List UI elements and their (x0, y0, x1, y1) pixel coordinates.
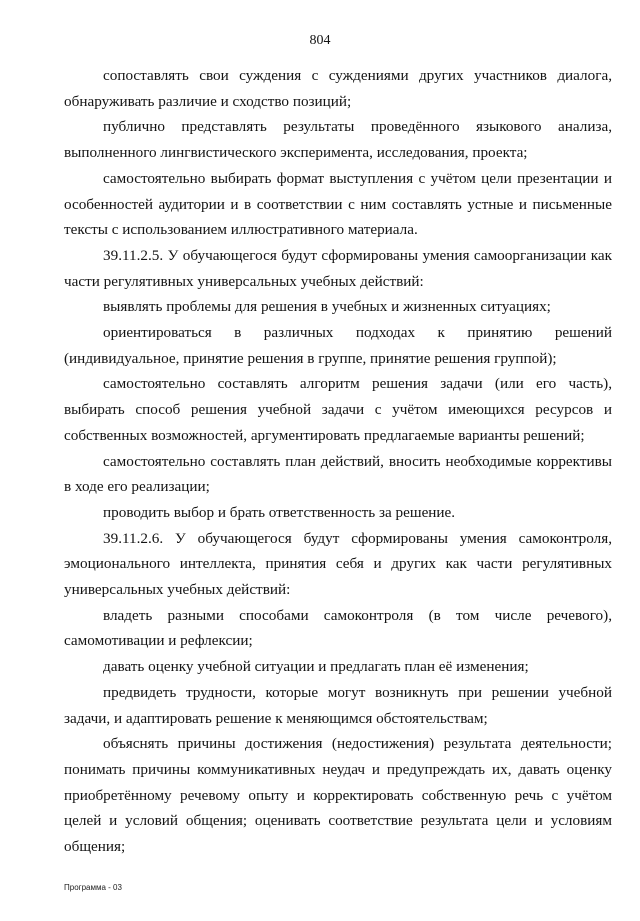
section-heading-paragraph: 39.11.2.5. У обучающегося будут сформированы умения самоорганизации как части регулятивных универсальных учебных действий: (64, 246, 612, 290)
section-heading-paragraph: 39.11.2.6. У обучающегося будут сформированы умения самоконтроля, эмоционального интеллекта, принятия себя и других как части регулятивных универсальных учебных действий: (64, 529, 612, 599)
paragraph: самостоятельно выбирать формат выступления с учётом цели презентации и особенностей аудитории и в соответствии с ним составлять устные и письменные тексты с использованием иллюстративного материала. (64, 169, 612, 239)
paragraph: сопоставлять свои суждения с суждениями других участников диалога, обнаруживать различие и сходство позиций; (64, 67, 612, 110)
document-body (64, 63, 612, 860)
page-number: 804 (309, 33, 331, 48)
paragraph: давать оценку учебной ситуации и предлагать план её изменения; (103, 658, 529, 676)
footer-label: Программа - 03 (64, 883, 122, 892)
paragraph: самостоятельно составлять план действий, вносить необходимые коррективы в ходе его реализации; (64, 452, 612, 496)
paragraph: объяснять причины достижения (недостижения) результата деятельности; понимать причины коммуникативных неудач и предупреждать их, давать оценку приобретённому речевому опыту и корректировать собственную речь с учётом целей и условий общения; оценивать соответствие результата цели и условиям общения; (64, 735, 612, 856)
paragraph: выявлять проблемы для решения в учебных и жизненных ситуациях; (103, 298, 551, 316)
paragraph: самостоятельно составлять алгоритм решения задачи (или его часть), выбирать способ решения учебной задачи с учётом имеющихся ресурсов и собственных возможностей, аргументировать предлагаемые варианты решений; (64, 375, 612, 444)
paragraph: публично представлять результаты проведённого языкового анализа, выполненного лингвистического эксперимента, исследования, проекта; (64, 118, 612, 162)
paragraph: проводить выбор и брать ответственность за решение. (103, 503, 456, 521)
paragraph: владеть разными способами самоконтроля (в том числе речевого), самомотивации и рефлексии; (64, 606, 612, 650)
paragraph: предвидеть трудности, которые могут возникнуть при решении учебной задачи, и адаптировать решение к меняющимся обстоятельствам; (64, 683, 612, 727)
paragraph: ориентироваться в различных подходах к принятию решений (индивидуальное, принятие решения в группе, принятие решения группой); (64, 324, 612, 367)
